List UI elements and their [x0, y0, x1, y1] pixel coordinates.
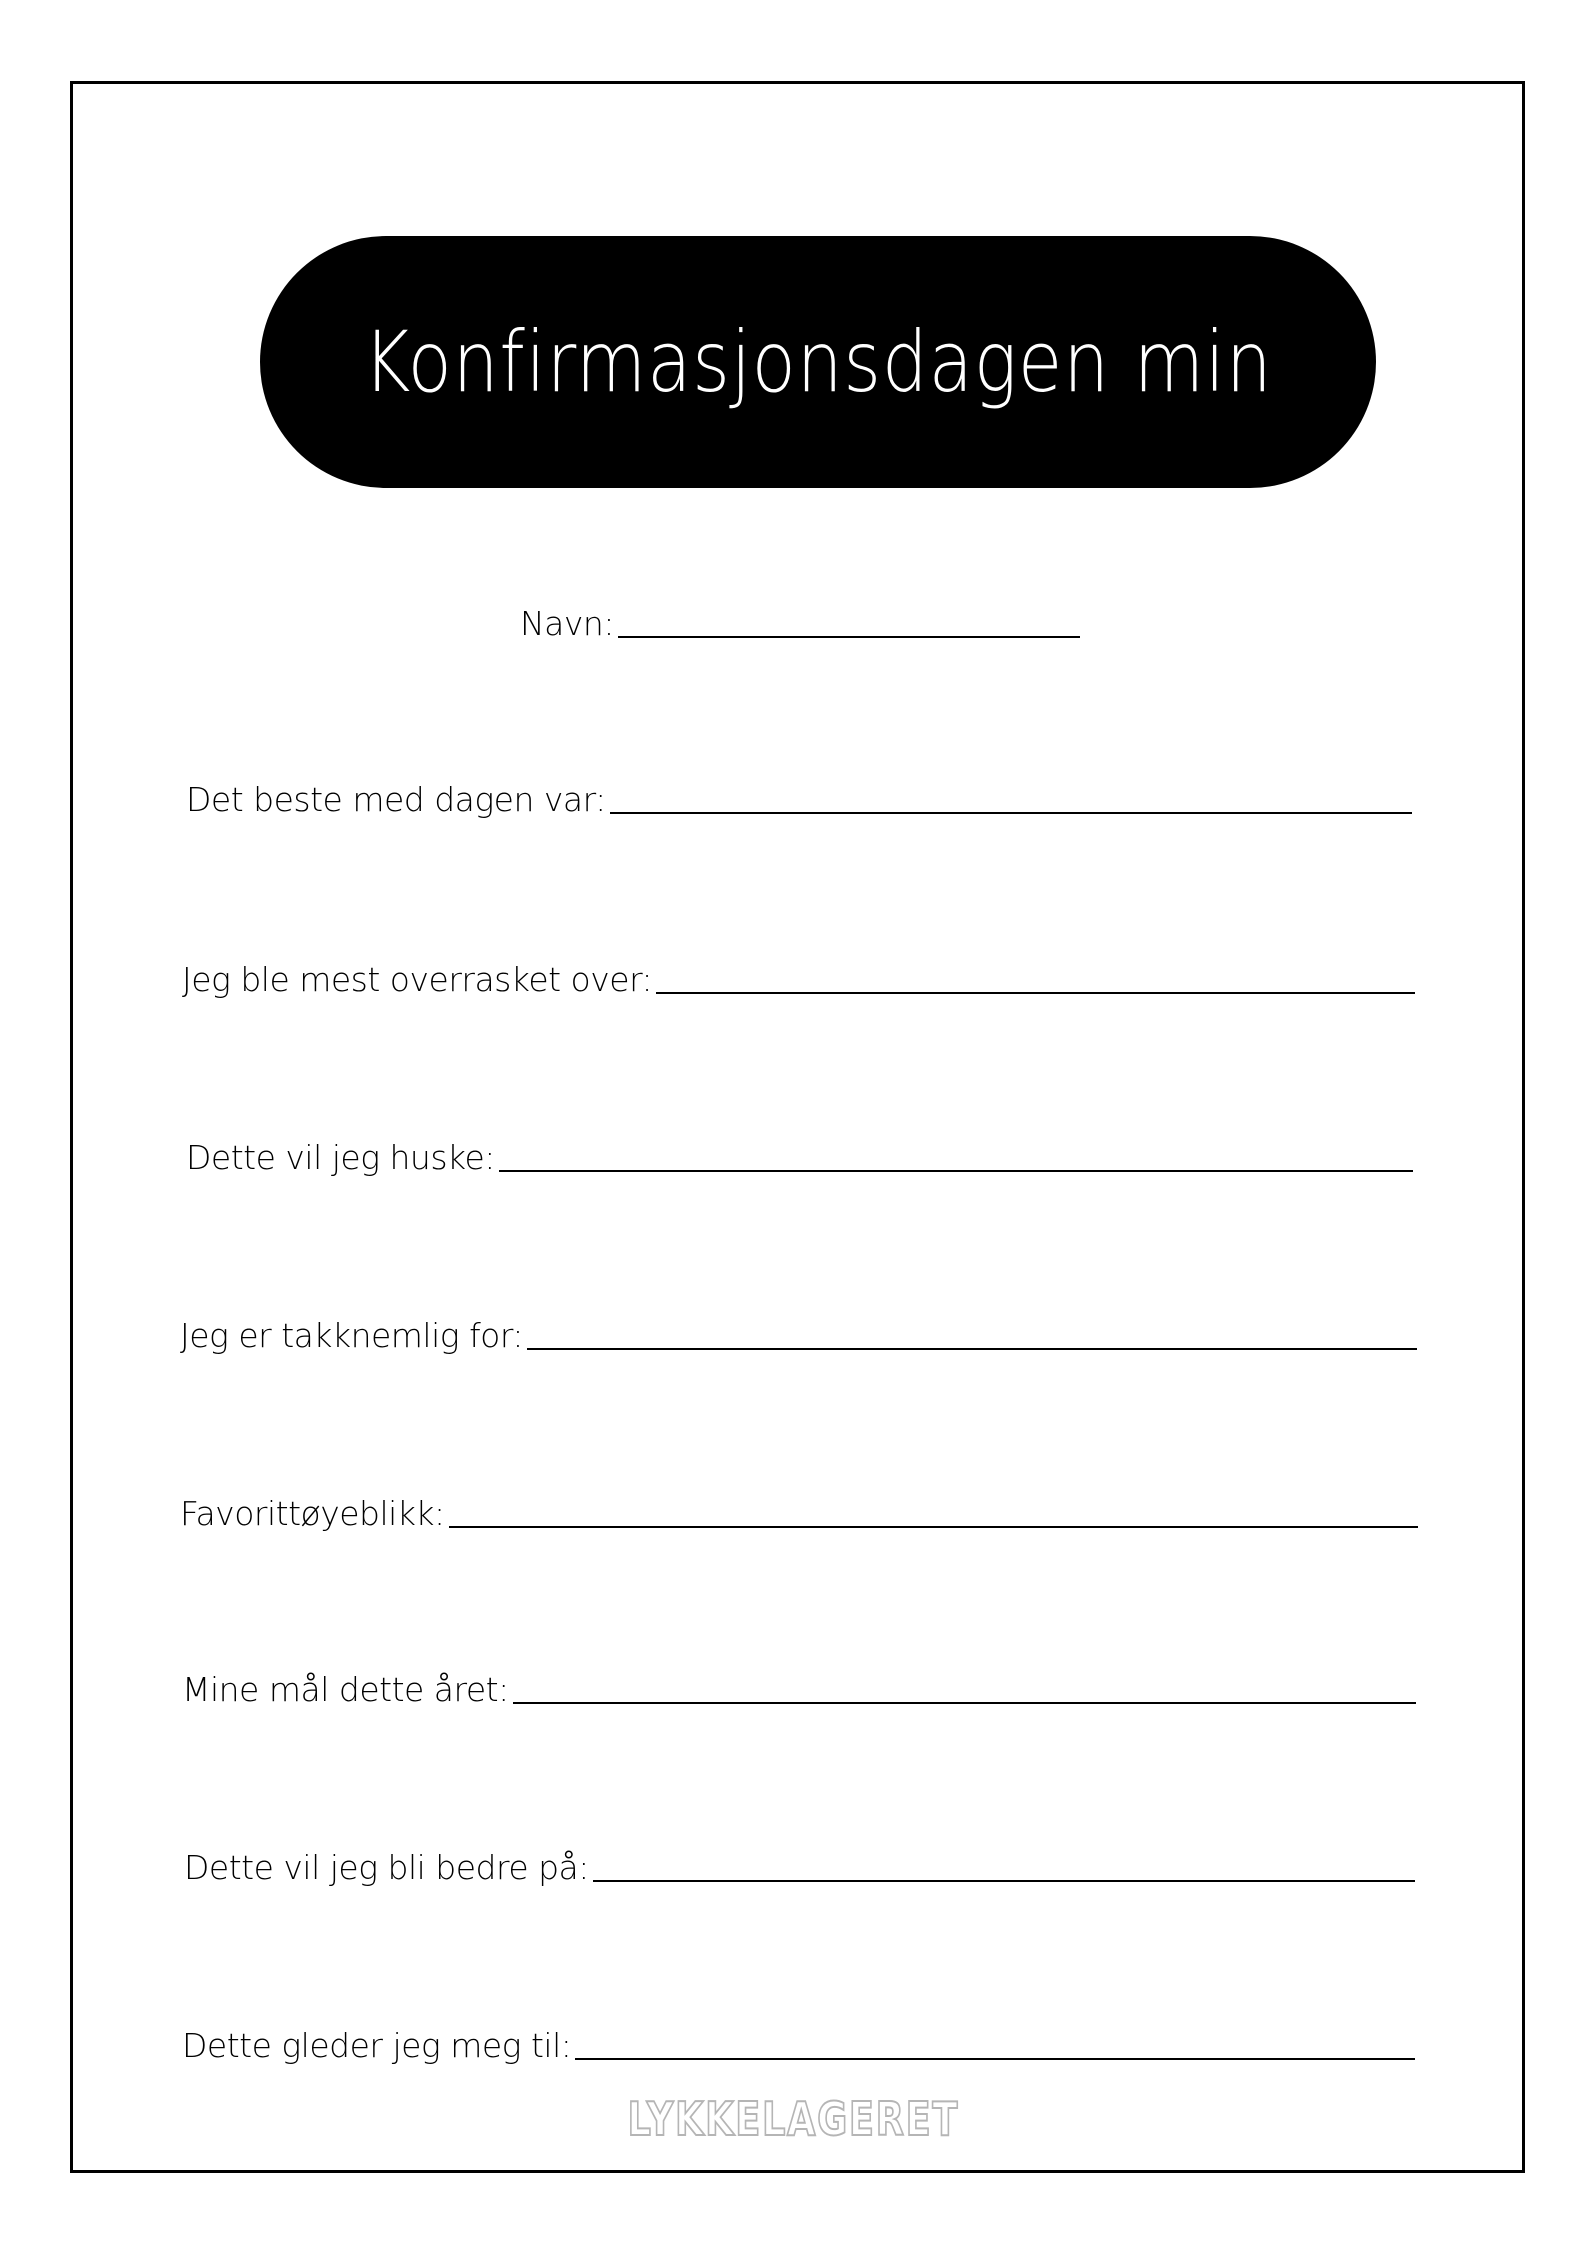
prompt-best-part[interactable]	[186, 770, 1412, 820]
page-title: Konfirmasjonsdagen min	[363, 313, 1273, 411]
name-label: Navn:	[520, 604, 614, 643]
prompt-favorite-moment[interactable]	[180, 1484, 1418, 1534]
prompt-label: Jeg er takknemlig for:	[180, 1316, 523, 1355]
prompt-label: Dette vil jeg huske:	[186, 1138, 495, 1177]
write-line[interactable]	[593, 1880, 1415, 1882]
prompt-looking-forward[interactable]	[182, 2016, 1415, 2066]
prompt-grateful[interactable]	[180, 1306, 1417, 1356]
write-line[interactable]	[513, 1702, 1416, 1704]
prompt-goals[interactable]	[182, 1660, 1416, 1710]
name-field[interactable]	[520, 594, 1080, 644]
prompt-label: Favorittøyeblikk:	[180, 1494, 445, 1533]
title-banner	[260, 236, 1376, 488]
name-write-line[interactable]	[618, 636, 1080, 638]
prompt-improve[interactable]	[184, 1838, 1415, 1888]
write-line[interactable]	[449, 1526, 1418, 1528]
prompt-label: Jeg ble mest overrasket over:	[182, 960, 653, 999]
prompt-surprised[interactable]	[182, 950, 1415, 1000]
prompt-remember[interactable]	[186, 1128, 1413, 1178]
write-line[interactable]	[610, 812, 1412, 814]
write-line[interactable]	[527, 1348, 1417, 1350]
write-line[interactable]	[575, 2058, 1415, 2060]
brand-logo-text: LYKKELAGERET	[627, 2092, 960, 2146]
write-line[interactable]	[656, 992, 1415, 994]
write-line[interactable]	[499, 1170, 1413, 1172]
brand-logo	[0, 2092, 1587, 2146]
prompt-label: Det beste med dagen var:	[186, 780, 606, 819]
prompt-label: Dette gleder jeg meg til:	[182, 2026, 572, 2065]
prompt-label: Dette vil jeg bli bedre på:	[184, 1848, 589, 1887]
prompt-label: Mine mål dette året:	[182, 1670, 509, 1709]
